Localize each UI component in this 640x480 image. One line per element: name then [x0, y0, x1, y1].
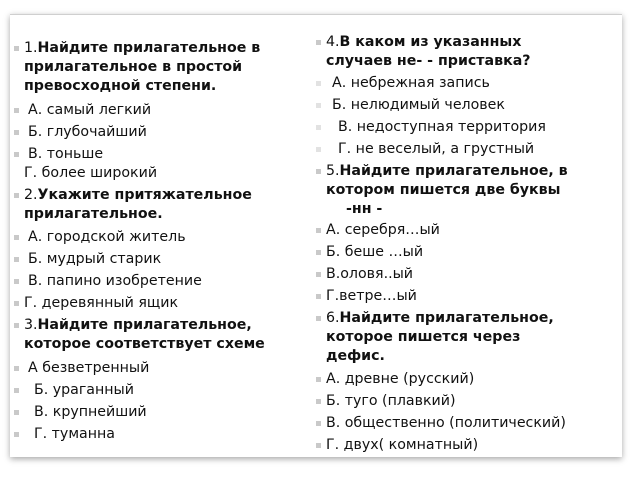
question-4-option-d-text: Г. не веселый, а грустный: [338, 141, 535, 157]
question-3-option-c-text: В. крупнейший: [34, 404, 147, 420]
question-3-title-line-1: [24, 316, 296, 335]
question-5-option-a: А. серебря…ый: [326, 221, 622, 240]
question-3-option-c: [24, 403, 296, 422]
question-1-option-c: [24, 145, 296, 164]
question-6-option-b: Б. туго (плавкий): [326, 392, 622, 411]
question-3-option-a: [24, 359, 296, 378]
question-4-option-c-text: В. недоступная территория: [338, 119, 546, 135]
question-6-title-line-3: дефис.: [326, 348, 385, 364]
question-4-option-a-text: А. небрежная запись: [332, 75, 490, 91]
question-5-title-line-3-text: -нн -: [346, 201, 383, 217]
slide: [10, 14, 622, 457]
question-5-number: 5.: [326, 163, 340, 179]
question-4-text-1: В каком из указанных: [339, 34, 522, 50]
question-2-option-d: Г. деревянный ящик: [24, 294, 296, 313]
question-5-option-b: Б. беше …ый: [326, 243, 622, 262]
question-1-option-b: [24, 123, 296, 142]
question-1-option-a: [24, 101, 296, 120]
question-3-title-line-2: которое соответствует схеме: [24, 336, 265, 352]
question-3-option-d-text: Г. туманна: [34, 426, 115, 442]
question-1-title-line-1: [24, 39, 296, 58]
question-2-option-b: [24, 250, 296, 269]
question-1-option-b-text: Б. глубочайший: [28, 124, 147, 140]
question-3-option-b: [24, 381, 296, 400]
question-2-option-c: [24, 272, 296, 291]
question-4-option-b: [326, 96, 622, 115]
question-1-number: 1.: [24, 40, 38, 56]
question-1-text-1: Найдите прилагательное в: [37, 40, 261, 56]
question-6-option-d: Г. двух( комнатный): [326, 436, 622, 455]
question-1-title-line-3: превосходной степени.: [24, 78, 217, 94]
question-4-option-c: [326, 118, 622, 137]
question-6-option-a: А. древне (русский): [326, 370, 622, 389]
question-1-title-line-2: прилагательное в простой: [24, 59, 243, 75]
question-3-text-1: Найдите прилагательное,: [37, 317, 252, 333]
question-2-option-b-text: Б. мудрый старик: [28, 251, 162, 267]
question-3-option-d: [24, 425, 296, 444]
question-4-title-line-1: [326, 33, 622, 52]
question-4-option-d: [326, 140, 622, 159]
question-4-option-b-text: Б. нелюдимый человек: [332, 97, 505, 113]
question-2-option-c-text: В. папино изобретение: [28, 273, 202, 289]
question-5-text-1: Найдите прилагательное, в: [339, 163, 568, 179]
question-6-title-line-2: которое пишется через: [326, 329, 521, 345]
question-3-option-a-text: А безветренный: [28, 360, 150, 376]
question-4-title-line-2: случаев не- - приставка?: [326, 53, 531, 69]
question-6-number: 6.: [326, 310, 340, 326]
question-3-option-b-text: Б. ураганный: [34, 382, 134, 398]
question-5-title-line-2: котором пишется две буквы: [326, 182, 561, 198]
question-1-option-a-text: А. самый легкий: [28, 102, 152, 118]
question-1-option-c-text: В. тоньше: [28, 146, 104, 162]
question-2-option-a: [24, 228, 296, 247]
question-5-option-c: В.оловя..ый: [326, 265, 622, 284]
question-5-title-line-1: [326, 162, 622, 181]
question-4-number: 4.: [326, 34, 340, 50]
question-4-option-a: [326, 74, 622, 93]
question-6-text-1: Найдите прилагательное,: [339, 310, 554, 326]
question-2-number: 2.: [24, 187, 38, 203]
question-5-title-line-3: [326, 200, 622, 219]
question-5-option-d: Г.ветре…ый: [326, 287, 622, 306]
question-6-option-c: В. общественно (политический): [326, 414, 622, 433]
question-3-number: 3.: [24, 317, 38, 333]
question-2-option-a-text: А. городской житель: [28, 229, 186, 245]
question-2-title-line-2: прилагательное.: [24, 206, 163, 222]
question-1-option-d: Г. более широкий: [24, 165, 158, 181]
question-2-text-1: Укажите притяжательное: [37, 187, 252, 203]
question-6-title-line-1: [326, 309, 622, 328]
question-2-title-line-1: [24, 186, 296, 205]
